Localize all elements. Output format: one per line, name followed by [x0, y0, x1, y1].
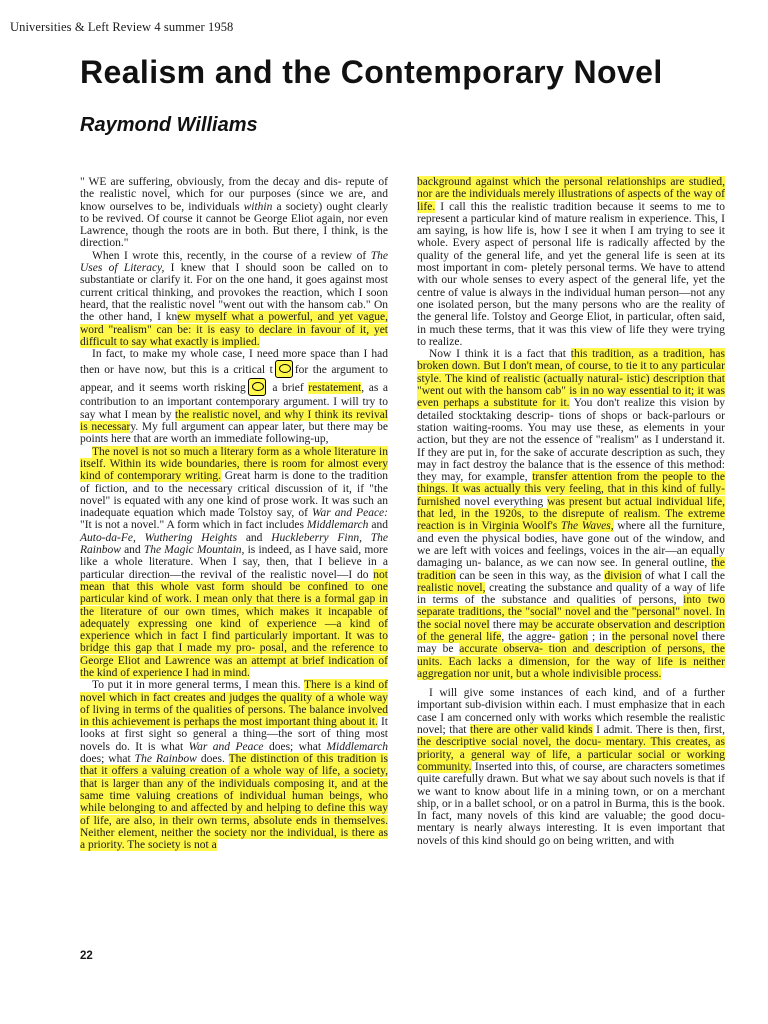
- right-column: [417, 176, 725, 847]
- paragraph-general-terms: To put it in more general terms, I mean this. There is a kind of novel which in fact creates and judges the quality of a whole way of living in terms of the qualities of persons. The balance involved in this achievement is perhaps the most important thing about it. It looks at first sight so general a thing—the sort of thing most novels do. It is what War and Peace does; what Middlemarch does; what The Rainbow does. The distinction of this tradition is that it offers a valuing creation of a whole way of life, a society, that is larger than any of the individuals composing it, and at the same time valuing creations of individual human beings, who while belonging to and affected by and helping to define this way of life, are also, in their own terms, absolute ends in themselves. Neither element, neither the society nor the individual, is there as a priority. The society is not a: [80, 679, 389, 852]
- article-title: Realism and the Contemporary Novel: [80, 54, 663, 90]
- article-author: Raymond Williams: [80, 114, 258, 136]
- running-head: Universities & Left Review 4 summer 1958: [10, 20, 234, 34]
- left-column: [80, 176, 388, 851]
- speech-bubble-stamp-icon: [275, 360, 293, 378]
- paragraph-background: background against which the personal relationships are studied, nor are the individuals merely illustrations of aspects of the way of life. I call this the realistic tradition because it seems to me to represent a particular kind of mature realism in experience. This, I am saying, is how life is, how I see it when I am trying to see it whole. Every aspect of personal life is radically affected by the quality of the general life, and yet the general life is seen at its most important in com- pletely personal terms. We have to attend with our whole senses to every aspect of the general life, yet the centre of value is always in the individual human person—not any one isolated person, but the many persons who are the reality of the general life. Tolstoy and George Eliot, in particular, often said, in much these terms, that it was this view of life they were trying to realize.: [417, 176, 725, 348]
- paragraph-review: When I wrote this, recently, in the course of a review of The Uses of Literacy, I knew that I should soon be called on to substantiate or clarify it. For on the one hand, it goes against most current critical thinking, and provokes the reaction, which I soon heard, that the realistic novel "went out with the hansom cab." On the other hand, I knew myself what a powerful, and yet vague, word "realism" can be: it is easy to declare in favour of it, yet difficult to say what exactly is implied.: [80, 249, 388, 348]
- page-number: 22: [80, 950, 93, 962]
- paragraph-literature: The novel is not so much a literary form as a whole literature in itself. Within its wide boundaries, there is room for almost every kind of contemporary writing. Great harm is done to the tradition of fiction, and to the necessary critical discussion of it, if "the novel" is equated with any one kind of prose work. It was such an inadequate equation which made Tolstoy say, of War and Peace: "It is not a novel." A form which in fact includes Middlemarch and Auto-da-Fe, Wuthering Heights and Huckleberry Finn, The Rainbow and The Magic Mountain, is indeed, as I have said, more like a whole literature. When I say, then, that I believe in a particular direction—the revival of the realistic novel—I do not mean that this whole vast form should be confined to one particular kind of work. I mean only that there is a formal gap in the literature of our own times, which makes it incapable of adequately expressing one kind of experience —a kind of experience which in fact I find particularly important. It was to bridge this gap that I made my pro- posal, and the reference to George Eliot and Lawrence was an attempt at brief indication of the kind of experience I had in mind.: [80, 445, 388, 679]
- paragraph-case: In fact, to make my whole case, I need more space than I had then or have now, but this is a critical t for the argument to appear, and it seems worth risking a brief restatement, as a contribution to an important contemporary argument. I will try to say what I mean by the realistic novel, and why I think its revival is necessary. My full argument can appear later, but there may be points here that are worth an immediate following-up,: [80, 348, 389, 446]
- paragraph-breakdown: Now I think it is a fact that this tradition, as a tradition, has broken down. But I don't mean, of course, to tie it to any particular style. The kind of realistic (actually natural- istic) description that "went out with the hansom cab" is in no way essential to it; it was even perhaps a substitute for it. You don't realize this vision by detailed stocktaking descrip- tions of shops or back-parlours or station waiting-rooms. You may use these, as elements in your action, but they are not the essence of "realism" as I understand it. If they are put in, for the sake of accurate description as such, they may in fact destroy the balance that is the essence of this method: they may, for example, transfer attention from the people to the things. It was actually this very feeling, that in this kind of fully-furnished novel everything was present but actual individual life, that led, in the 1920s, to the disrepute of realism. The extreme reaction is in Virginia Woolf's The Waves, where all the furniture, and even the physical bodies, have gone out of the window, and we are left with voices and feelings, voices in the air—an equally damaging un- balance, as we can now see. In general outline, the tradition can be seen in this way, as the division of what I call the realistic novel, creating the substance and quality of a way of life in terms of the substance and qualities of persons, into two separate traditions, the "social" novel and the "personal" novel. In the social novel there may be accurate observation and description of the general life, the aggre- gation ; in the personal novel there may be accurate observa- tion and description of persons, the units. Each lacks a dimension, for the way of life is neither aggregation nor unit, but a whole indivisible process.: [417, 348, 726, 680]
- paragraph-epigraph: " WE are suffering, obviously, from the decay and dis- repute of the realistic novel, which for our purposes (since we are, and know ourselves to be, individuals within a society) ought clearly to be revived. Of course it cannot be George Eliot again, nor even Lawrence, though the roots are in both. But there, I think, is the direction.": [80, 176, 388, 250]
- annotation-mark-icon: [248, 378, 266, 396]
- paragraph-instances: I will give some instances of each kind, and of a further important sub-division within each. I must emphasize that in each case I am concerned only with works which resemble the realistic novel; that there are other valid kinds I admit. There is then, first, the descriptive social novel, the docu- mentary. This creates, as priority, a general way of life, a particular social or working community. Inserted into this, of course, are characters sometimes quite carefully drawn. But what we say about such novels is that if we want to know about life in a mining town, or on a merchant ship, or in a ballet school, or on a patrol in Burma, this is the book. In fact, many novels of this kind are valuable; the good docu- mentary is nearly always interesting. It is even important that novels of this kind should go on being written, and with: [417, 687, 725, 847]
